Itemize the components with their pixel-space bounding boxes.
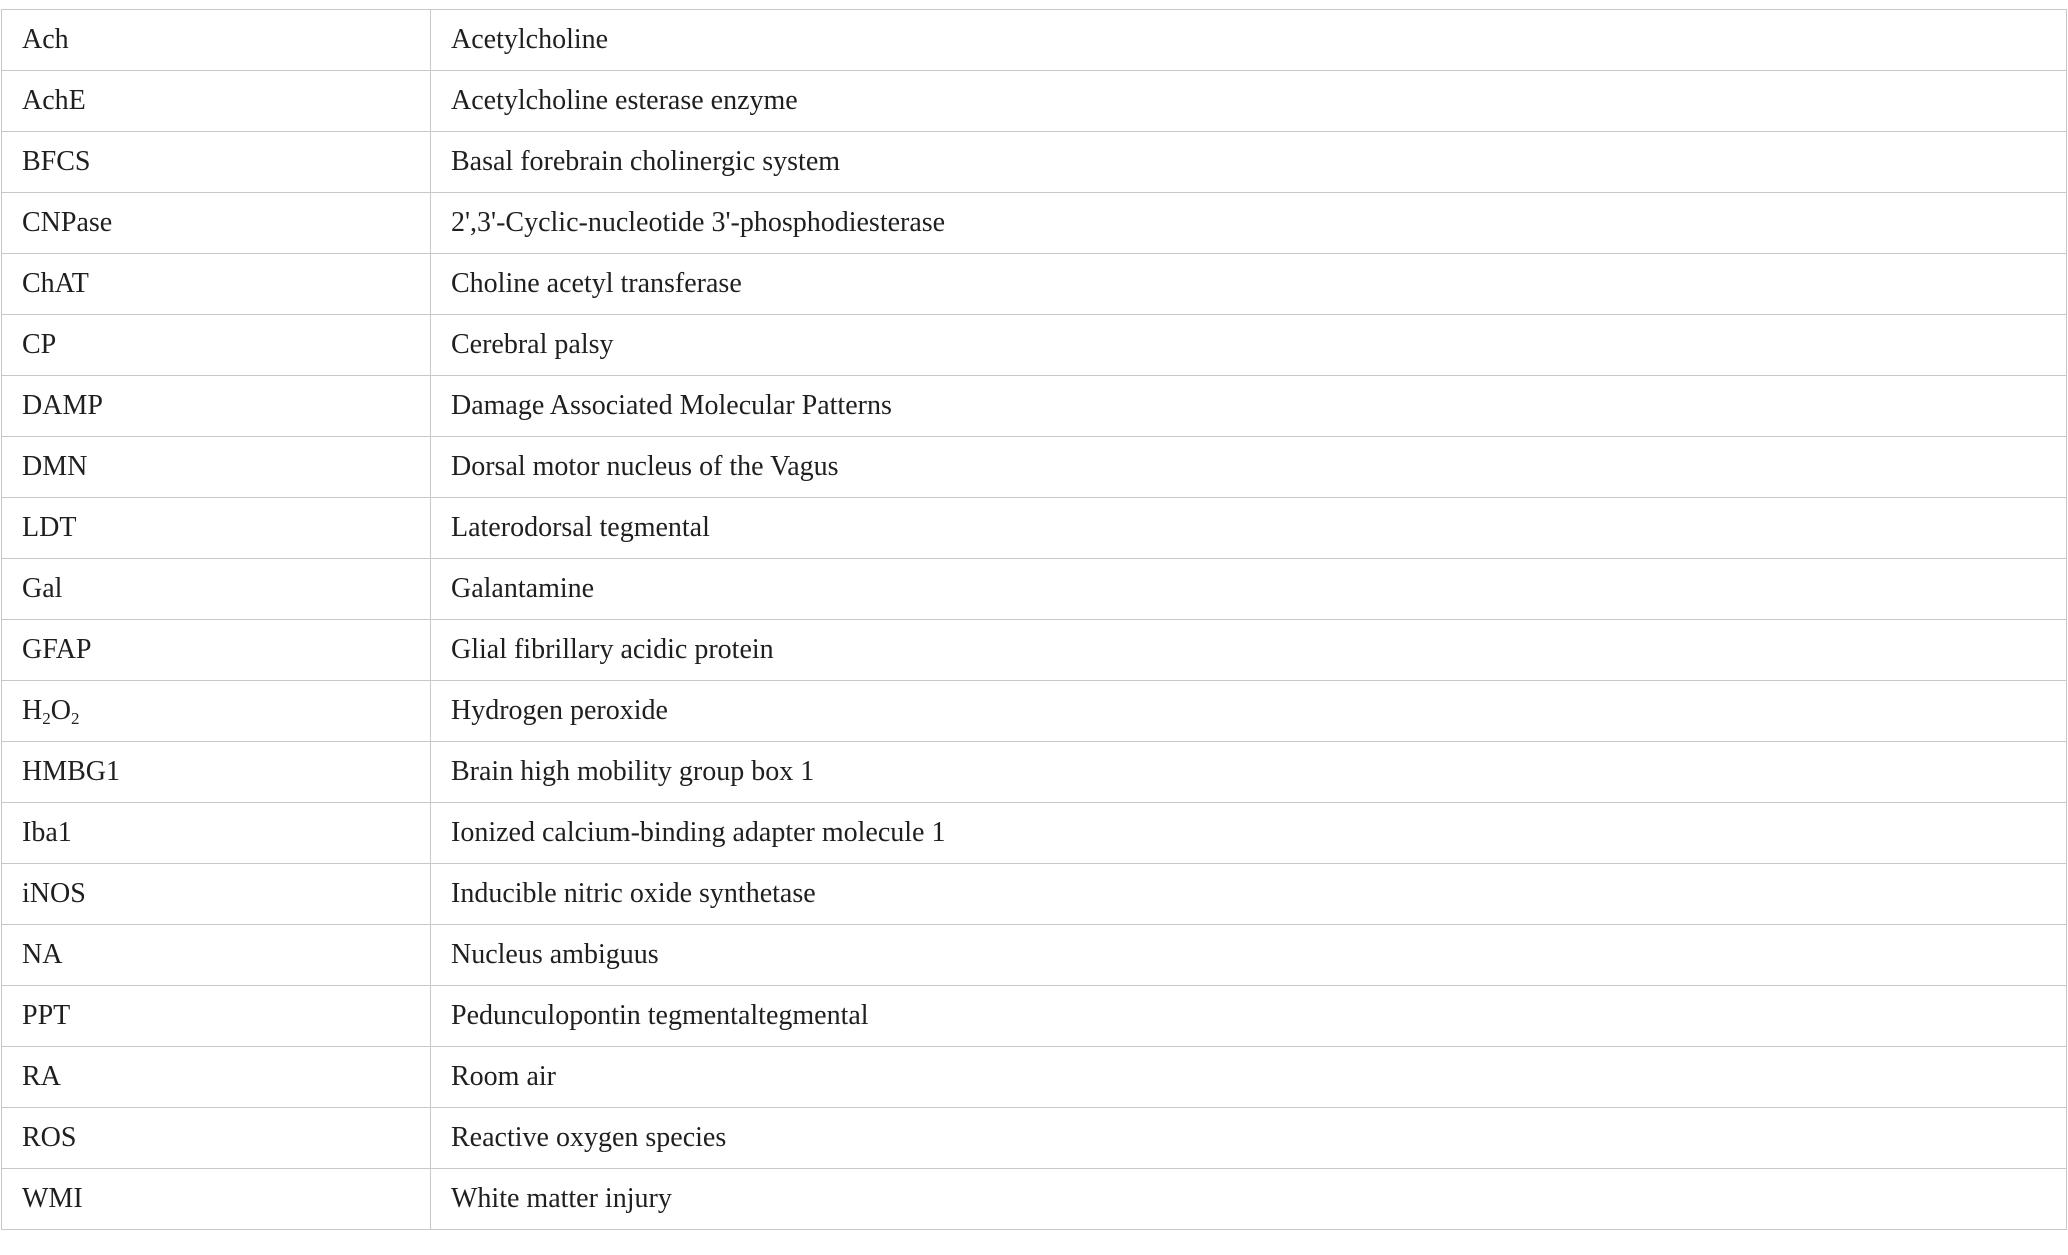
abbreviation-cell: Iba1 — [2, 803, 431, 864]
definition-cell: Ionized calcium-binding adapter molecule 1 — [431, 803, 2067, 864]
definition-cell: Choline acetyl transferase — [431, 254, 2067, 315]
abbreviation-cell: ChAT — [2, 254, 431, 315]
definition-cell: Basal forebrain cholinergic system — [431, 132, 2067, 193]
table-row — [2, 71, 2067, 132]
abbreviation-cell: RA — [2, 1047, 431, 1108]
abbreviation-cell: LDT — [2, 498, 431, 559]
formula-subscript: 2 — [42, 709, 51, 728]
formula-subscript: 2 — [70, 709, 80, 728]
definition-cell: 2',3'-Cyclic-nucleotide 3'-phosphodiesterase — [431, 193, 2067, 254]
abbreviation-cell: GFAP — [2, 620, 431, 681]
table-row — [2, 986, 2067, 1047]
table-row — [2, 742, 2067, 803]
definition-cell: Brain high mobility group box 1 — [431, 742, 2067, 803]
table-row — [2, 437, 2067, 498]
abbreviation-cell: CP — [2, 315, 431, 376]
table-row — [2, 803, 2067, 864]
definition-cell: Cerebral palsy — [431, 315, 2067, 376]
table-row — [2, 10, 2067, 71]
definition-cell: Reactive oxygen species — [431, 1108, 2067, 1169]
definition-cell: Galantamine — [431, 559, 2067, 620]
abbreviation-cell: HMBG1 — [2, 742, 431, 803]
definition-cell: White matter injury — [431, 1169, 2067, 1230]
definition-cell: Glial fibrillary acidic protein — [431, 620, 2067, 681]
definition-cell: Room air — [431, 1047, 2067, 1108]
abbreviation-cell: ROS — [2, 1108, 431, 1169]
table-row — [2, 376, 2067, 437]
definition-cell: Pedunculopontin tegmentaltegmental — [431, 986, 2067, 1047]
abbreviation-cell: WMI — [2, 1169, 431, 1230]
table-row — [2, 620, 2067, 681]
definition-cell: Damage Associated Molecular Patterns — [431, 376, 2067, 437]
table-row — [2, 1169, 2067, 1230]
table-row — [2, 1108, 2067, 1169]
table-row — [2, 864, 2067, 925]
definition-cell: Hydrogen peroxide — [431, 681, 2067, 742]
abbreviation-cell: CNPase — [2, 193, 431, 254]
definition-cell: Inducible nitric oxide synthetase — [431, 864, 2067, 925]
definition-cell: Acetylcholine esterase enzyme — [431, 71, 2067, 132]
abbreviation-cell: Ach — [2, 10, 431, 71]
abbreviations-table — [1, 9, 2067, 1230]
abbreviation-cell: PPT — [2, 986, 431, 1047]
table-row — [2, 681, 2067, 742]
abbreviation-cell: DAMP — [2, 376, 431, 437]
formula-part: O — [50, 695, 71, 726]
formula-part: H — [22, 695, 43, 726]
definition-cell: Nucleus ambiguus — [431, 925, 2067, 986]
table-row — [2, 925, 2067, 986]
abbreviation-cell: BFCS — [2, 132, 431, 193]
abbreviation-cell: Gal — [2, 559, 431, 620]
abbreviation-cell: NA — [2, 925, 431, 986]
abbreviation-cell: iNOS — [2, 864, 431, 925]
table-row — [2, 254, 2067, 315]
table-row — [2, 132, 2067, 193]
table-row — [2, 193, 2067, 254]
abbreviation-cell — [2, 681, 431, 742]
table-row — [2, 1047, 2067, 1108]
table-row — [2, 315, 2067, 376]
definition-cell: Laterodorsal tegmental — [431, 498, 2067, 559]
definition-cell: Dorsal motor nucleus of the Vagus — [431, 437, 2067, 498]
abbreviation-cell: AchE — [2, 71, 431, 132]
table-row — [2, 559, 2067, 620]
table-row — [2, 498, 2067, 559]
definition-cell: Acetylcholine — [431, 10, 2067, 71]
abbreviation-cell: DMN — [2, 437, 431, 498]
